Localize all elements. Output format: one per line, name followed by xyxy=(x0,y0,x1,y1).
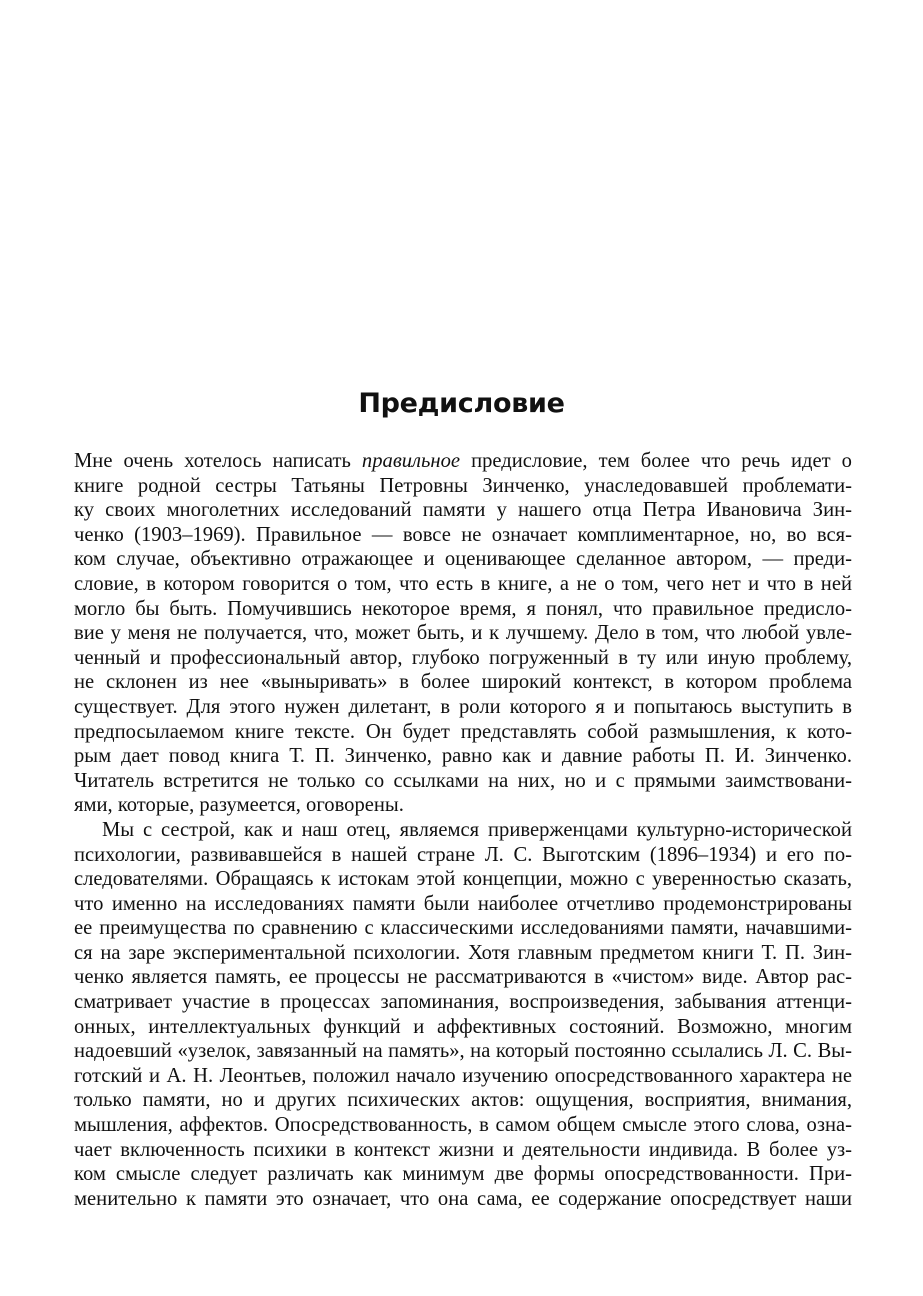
text-line: ку своих многолетних исследований памяти у нашего отца Петра Ивановича Зин- xyxy=(74,499,852,522)
text-line: сматривает участие в процессах запоминания, воспроизведения, забывания аттенци- xyxy=(74,991,852,1014)
text-line: могло бы быть. Помучившись некоторое время, я понял, что правильное предисло- xyxy=(74,597,852,620)
paragraph-1 xyxy=(74,449,852,818)
paragraph-2 xyxy=(74,818,852,1212)
text-line: ченко (1903–1969). Правильное — вовсе не означает комплиментарное, но, во вся- xyxy=(74,523,852,546)
text-line: психологии, развивавшейся в нашей стране Л. С. Выготским (1896–1934) и его по- xyxy=(74,843,852,866)
text-line: следователями. Обращаясь к истокам этой концепции, можно с уверенностью сказать, xyxy=(74,868,852,891)
text-line: ком смысле следует различать как минимум две формы опосредствованности. При- xyxy=(74,1163,852,1186)
text-line: существует. Для этого нужен дилетант, в роли которого я и попытаюсь выступить в xyxy=(74,695,852,718)
text-line: книге родной сестры Татьяны Петровны Зинченко, унаследовавшей проблемати- xyxy=(74,474,852,497)
body-text xyxy=(74,449,852,1211)
text-line: онных, интеллектуальных функций и аффективных состояний. Возможно, многим xyxy=(74,1015,852,1038)
text-line: Читатель встретится не только со ссылками на них, но и с прямыми заимствовани- xyxy=(74,769,852,792)
text-line: вие у меня не получается, что, может быть, и к лучшему. Дело в том, что любой увле- xyxy=(74,622,852,645)
text-line: Мы с сестрой, как и наш отец, являемся приверженцами культурно-исторической xyxy=(102,818,852,841)
text-line: словие, в котором говорится о том, что есть в книге, а не о том, чего нет и что в ней xyxy=(74,572,852,595)
text-line: ком случае, объективно отражающее и оценивающее сделанное автором, — преди- xyxy=(74,548,852,571)
text-line: готский и А. Н. Леонтьев, положил начало изучению опосредствованного характера не xyxy=(74,1064,852,1087)
text-line: ся на заре экспериментальной психологии. Хотя главным предметом книги Т. П. Зин- xyxy=(74,941,852,964)
text-line: ее преимущества по сравнению с классическими исследованиями памяти, начавшими- xyxy=(74,917,852,940)
text-line: не склонен из нее «выныривать» в более широкий контекст, в котором проблема xyxy=(74,671,852,694)
text-line: предпосылаемом книге тексте. Он будет представлять собой размышления, к кото- xyxy=(74,720,852,743)
text-line: рым дает повод книга Т. П. Зинченко, равно как и давние работы П. И. Зинченко. xyxy=(74,745,852,768)
page-title: Предисловие xyxy=(358,388,565,419)
emphasized-word: правильное xyxy=(361,450,461,472)
text-line: ченко является память, ее процессы не рассматриваются в «чистом» виде. Автор рас- xyxy=(74,966,852,989)
text-line: мышления, аффектов. Опосредствованность, в самом общем смысле этого слова, озна- xyxy=(74,1114,852,1137)
text-line: менительно к памяти это означает, что она сама, ее содержание опосредствует наши xyxy=(74,1187,852,1210)
text-line: только памяти, но и других психических актов: ощущения, восприятия, внимания, xyxy=(74,1089,852,1112)
text-line: ченный и профессиональный автор, глубоко погруженный в ту или иную проблему, xyxy=(74,646,852,669)
text-line: чает включенность психики в контекст жизни и деятельности индивида. В более уз- xyxy=(74,1138,852,1161)
text-line: ями, которые, разумеется, оговорены. xyxy=(74,794,404,817)
text-line: надоевший «узелок, завязанный на память», на который постоянно ссылались Л. С. Вы- xyxy=(74,1040,852,1063)
text-line: Мне очень хотелось написать правильное предисловие, тем более что речь идет о xyxy=(74,450,852,472)
text-line: что именно на исследованиях памяти были наиболее отчетливо продемонстрированы xyxy=(74,892,852,915)
